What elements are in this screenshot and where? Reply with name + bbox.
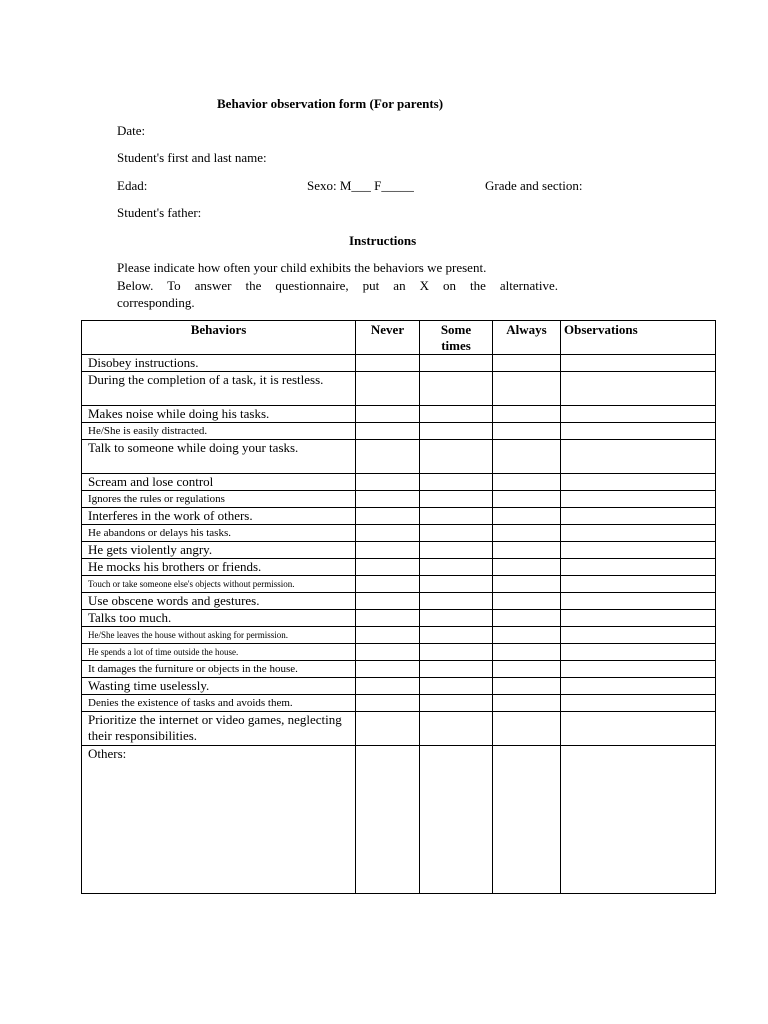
table-row bbox=[82, 423, 716, 440]
some-times-cell[interactable] bbox=[420, 491, 493, 508]
table-row bbox=[82, 695, 716, 712]
never-cell[interactable] bbox=[356, 576, 420, 593]
always-cell[interactable] bbox=[493, 746, 561, 894]
always-cell[interactable] bbox=[493, 372, 561, 406]
table-row bbox=[82, 559, 716, 576]
observations-cell[interactable] bbox=[561, 372, 716, 406]
instructions-line-2: Below. To answer the questionnaire, put an X on the alternative. bbox=[117, 277, 558, 293]
always-cell[interactable] bbox=[493, 610, 561, 627]
always-cell[interactable] bbox=[493, 593, 561, 610]
observations-cell[interactable] bbox=[561, 661, 716, 678]
observations-cell[interactable] bbox=[561, 508, 716, 525]
table-row bbox=[82, 661, 716, 678]
observations-cell[interactable] bbox=[561, 576, 716, 593]
never-cell[interactable] bbox=[356, 610, 420, 627]
never-cell[interactable] bbox=[356, 559, 420, 576]
instructions-heading: Instructions bbox=[349, 233, 417, 248]
always-cell[interactable] bbox=[493, 712, 561, 746]
table-row bbox=[82, 712, 716, 746]
student-name-label: Student's first and last name: bbox=[117, 150, 267, 165]
some-times-cell[interactable] bbox=[420, 627, 493, 644]
grade-section-label: Grade and section: bbox=[485, 178, 583, 193]
table-row bbox=[82, 542, 716, 559]
always-cell[interactable] bbox=[493, 576, 561, 593]
always-cell[interactable] bbox=[493, 661, 561, 678]
behavior-cell: Interferes in the work of others. bbox=[82, 508, 356, 525]
behavior-cell: It damages the furniture or objects in the house. bbox=[82, 661, 356, 678]
some-times-cell[interactable] bbox=[420, 423, 493, 440]
age-label: Edad: bbox=[117, 178, 148, 193]
never-cell[interactable] bbox=[356, 695, 420, 712]
never-cell[interactable] bbox=[356, 508, 420, 525]
some-times-cell[interactable] bbox=[420, 474, 493, 491]
observations-cell[interactable] bbox=[561, 610, 716, 627]
some-times-cell[interactable] bbox=[420, 372, 493, 406]
always-cell[interactable] bbox=[493, 525, 561, 542]
some-times-cell[interactable] bbox=[420, 661, 493, 678]
behavior-cell: Makes noise while doing his tasks. bbox=[82, 406, 356, 423]
never-cell[interactable] bbox=[356, 525, 420, 542]
always-cell[interactable] bbox=[493, 423, 561, 440]
never-cell[interactable] bbox=[356, 406, 420, 423]
observations-cell[interactable] bbox=[561, 695, 716, 712]
behavior-cell: He mocks his brothers or friends. bbox=[82, 559, 356, 576]
sex-label: Sexo: M___ F_____ bbox=[307, 178, 414, 193]
never-cell[interactable] bbox=[356, 423, 420, 440]
never-cell[interactable] bbox=[356, 440, 420, 474]
table-row bbox=[82, 644, 716, 661]
always-cell[interactable] bbox=[493, 474, 561, 491]
header-observations: Observations bbox=[561, 321, 716, 355]
header-always: Always bbox=[493, 321, 561, 355]
some-times-cell[interactable] bbox=[420, 440, 493, 474]
table-row bbox=[82, 355, 716, 372]
always-cell[interactable] bbox=[493, 508, 561, 525]
some-times-cell[interactable] bbox=[420, 695, 493, 712]
never-cell[interactable] bbox=[356, 593, 420, 610]
never-cell[interactable] bbox=[356, 372, 420, 406]
always-cell[interactable] bbox=[493, 644, 561, 661]
some-times-cell[interactable] bbox=[420, 610, 493, 627]
father-label: Student's father: bbox=[117, 205, 202, 220]
some-times-cell[interactable] bbox=[420, 406, 493, 423]
table-row bbox=[82, 610, 716, 627]
behavior-cell: Denies the existence of tasks and avoids them. bbox=[82, 695, 356, 712]
instructions-text bbox=[117, 259, 558, 312]
always-cell[interactable] bbox=[493, 491, 561, 508]
always-cell[interactable] bbox=[493, 695, 561, 712]
some-times-cell[interactable] bbox=[420, 644, 493, 661]
behavior-cell: Ignores the rules or regulations bbox=[82, 491, 356, 508]
observations-cell[interactable] bbox=[561, 474, 716, 491]
observations-cell[interactable] bbox=[561, 423, 716, 440]
observations-cell[interactable] bbox=[561, 593, 716, 610]
table-row bbox=[82, 678, 716, 695]
observations-cell[interactable] bbox=[561, 440, 716, 474]
never-cell[interactable] bbox=[356, 746, 420, 894]
observations-cell[interactable] bbox=[561, 559, 716, 576]
header-some-times: Some times bbox=[420, 321, 493, 355]
never-cell[interactable] bbox=[356, 491, 420, 508]
table-row bbox=[82, 491, 716, 508]
some-times-cell[interactable] bbox=[420, 508, 493, 525]
some-times-cell[interactable] bbox=[420, 746, 493, 894]
some-times-cell[interactable] bbox=[420, 559, 493, 576]
observations-cell[interactable] bbox=[561, 525, 716, 542]
never-cell[interactable] bbox=[356, 644, 420, 661]
behavior-cell: He spends a lot of time outside the house. bbox=[82, 644, 356, 661]
always-cell[interactable] bbox=[493, 678, 561, 695]
behavior-cell: He/She leaves the house without asking for permission. bbox=[82, 627, 356, 644]
behavior-cell: He gets violently angry. bbox=[82, 542, 356, 559]
some-times-cell[interactable] bbox=[420, 355, 493, 372]
some-times-cell[interactable] bbox=[420, 525, 493, 542]
always-cell[interactable] bbox=[493, 355, 561, 372]
table-row bbox=[82, 593, 716, 610]
never-cell[interactable] bbox=[356, 355, 420, 372]
observations-cell[interactable] bbox=[561, 491, 716, 508]
behavior-cell: Disobey instructions. bbox=[82, 355, 356, 372]
some-times-cell[interactable] bbox=[420, 678, 493, 695]
date-label: Date: bbox=[117, 123, 146, 138]
behavior-cell: Scream and lose control bbox=[82, 474, 356, 491]
never-cell[interactable] bbox=[356, 542, 420, 559]
behavior-cell: He/She is easily distracted. bbox=[82, 423, 356, 440]
behavior-cell: Others: bbox=[82, 746, 356, 894]
table-row bbox=[82, 372, 716, 406]
never-cell[interactable] bbox=[356, 712, 420, 746]
observations-cell[interactable] bbox=[561, 678, 716, 695]
observations-cell[interactable] bbox=[561, 644, 716, 661]
observations-cell[interactable] bbox=[561, 542, 716, 559]
behavior-cell: Use obscene words and gestures. bbox=[82, 593, 356, 610]
never-cell[interactable] bbox=[356, 627, 420, 644]
form-title: Behavior observation form (For parents) bbox=[217, 96, 444, 111]
some-times-cell[interactable] bbox=[420, 576, 493, 593]
always-cell[interactable] bbox=[493, 406, 561, 423]
always-cell[interactable] bbox=[493, 559, 561, 576]
behavior-cell: Talks too much. bbox=[82, 610, 356, 627]
observations-cell[interactable] bbox=[561, 406, 716, 423]
table-row bbox=[82, 746, 716, 894]
instructions-line-3: corresponding. bbox=[117, 295, 195, 310]
header-behaviors: Behaviors bbox=[82, 321, 356, 355]
some-times-cell[interactable] bbox=[420, 712, 493, 746]
observations-cell[interactable] bbox=[561, 355, 716, 372]
some-times-cell[interactable] bbox=[420, 542, 493, 559]
behavior-cell: Prioritize the internet or video games, neglecting their responsibilities. bbox=[82, 712, 356, 746]
table-row bbox=[82, 508, 716, 525]
always-cell[interactable] bbox=[493, 440, 561, 474]
table-header-row bbox=[82, 321, 716, 355]
table-row bbox=[82, 440, 716, 474]
behavior-cell: Talk to someone while doing your tasks. bbox=[82, 440, 356, 474]
behavior-cell: He abandons or delays his tasks. bbox=[82, 525, 356, 542]
table-row bbox=[82, 576, 716, 593]
behavior-cell: During the completion of a task, it is restless. bbox=[82, 372, 356, 406]
never-cell[interactable] bbox=[356, 474, 420, 491]
never-cell[interactable] bbox=[356, 678, 420, 695]
table-row bbox=[82, 525, 716, 542]
behavior-cell: Wasting time uselessly. bbox=[82, 678, 356, 695]
observations-cell[interactable] bbox=[561, 746, 716, 894]
behavior-cell: Touch or take someone else's objects without permission. bbox=[82, 576, 356, 593]
observations-cell[interactable] bbox=[561, 627, 716, 644]
table-row bbox=[82, 406, 716, 423]
always-cell[interactable] bbox=[493, 627, 561, 644]
never-cell[interactable] bbox=[356, 661, 420, 678]
behavior-table bbox=[81, 320, 716, 894]
header-never: Never bbox=[356, 321, 420, 355]
table-row bbox=[82, 474, 716, 491]
observations-cell[interactable] bbox=[561, 712, 716, 746]
instructions-line-1: Please indicate how often your child exhibits the behaviors we present. bbox=[117, 260, 487, 275]
always-cell[interactable] bbox=[493, 542, 561, 559]
table-row bbox=[82, 627, 716, 644]
some-times-cell[interactable] bbox=[420, 593, 493, 610]
